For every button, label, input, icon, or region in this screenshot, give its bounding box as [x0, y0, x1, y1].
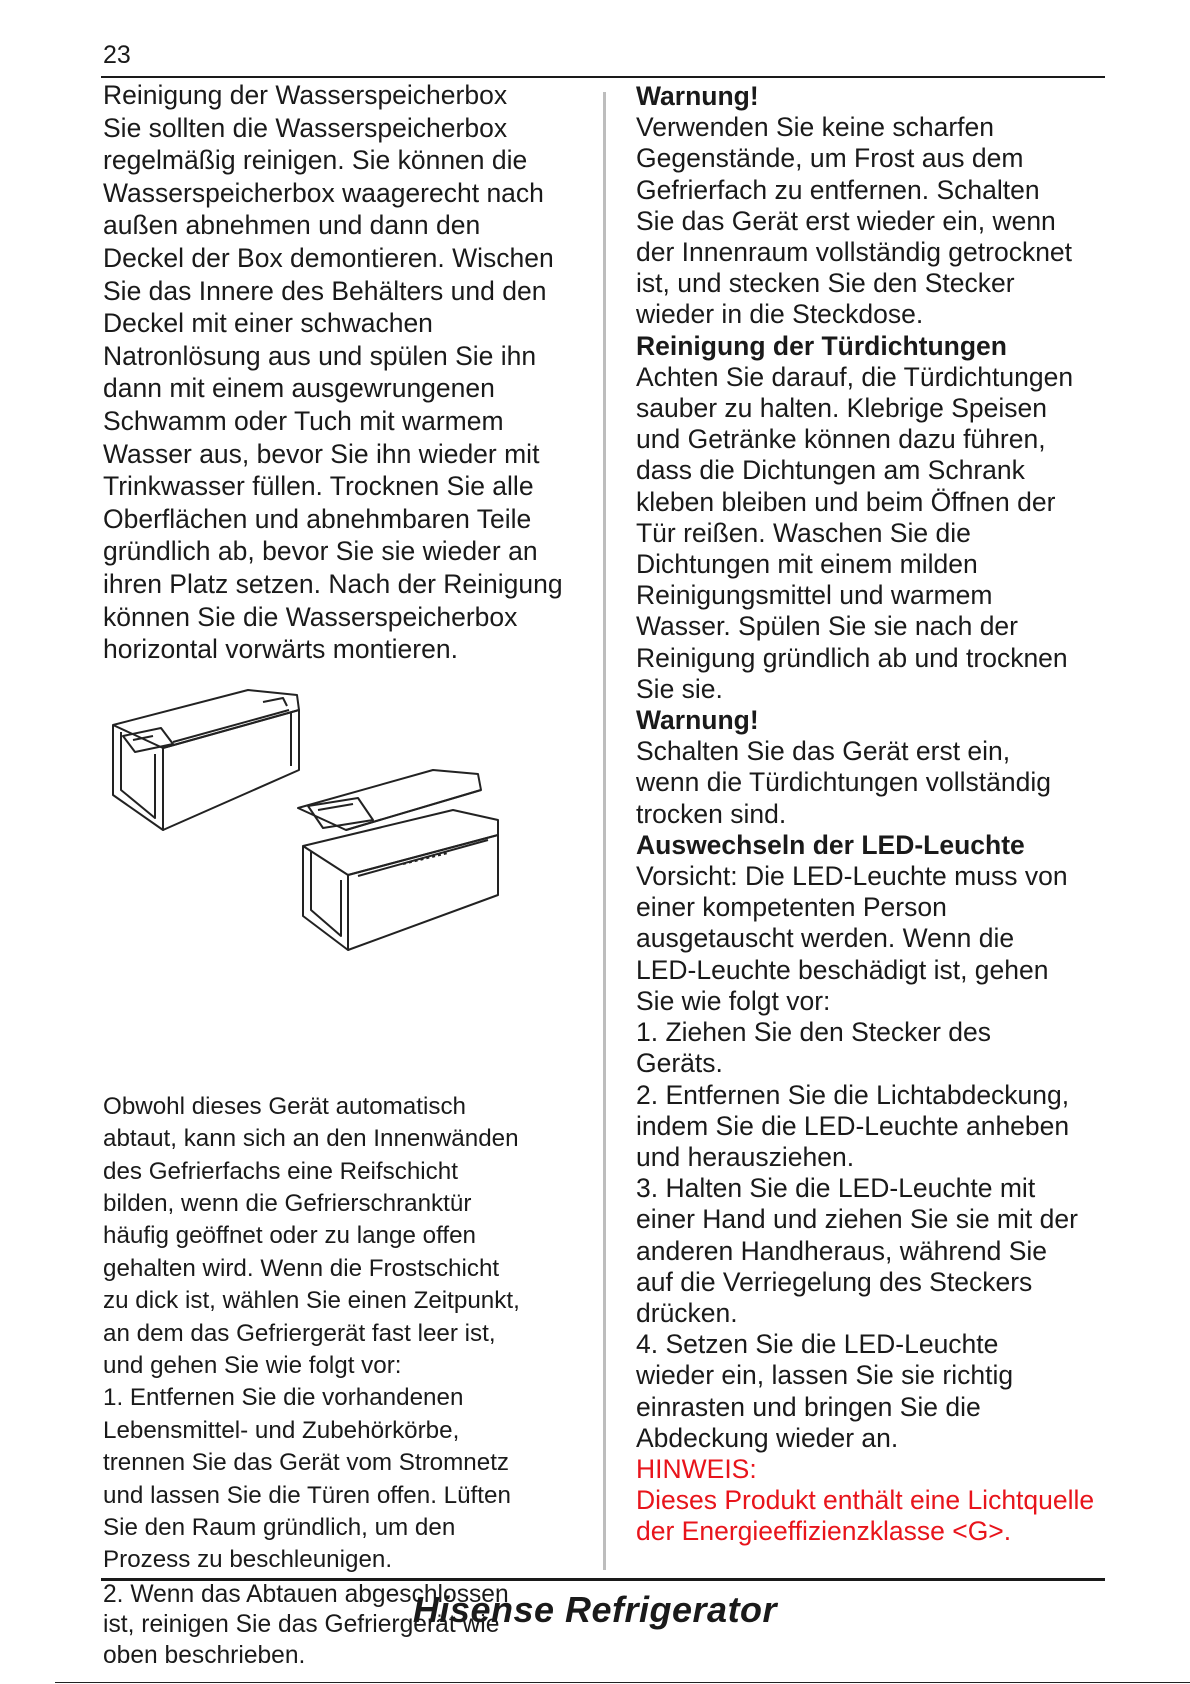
door-seal-cleaning-title: Reinigung der Türdichtungen [636, 330, 1007, 361]
text-line: LED-Leuchte beschädigt ist, gehen [636, 954, 1049, 985]
text-line: und herausziehen. [636, 1141, 855, 1172]
text-line: Trinkwasser füllen. Trocknen Sie alle [103, 471, 534, 502]
text-line: Reinigung gründlich ab und trocknen [636, 642, 1068, 673]
text-line: abtaut, kann sich an den Innenwänden [103, 1125, 519, 1153]
text-line: 4. Setzen Sie die LED-Leuchte [636, 1329, 999, 1360]
text-line: und gehen Sie wie folgt vor: [103, 1351, 402, 1379]
column-divider [603, 92, 606, 1570]
warning-text [636, 112, 1116, 330]
water-box-open [298, 770, 498, 950]
text-line: 2. Entfernen Sie die Lichtabdeckung, [636, 1079, 1070, 1110]
text-line: auf die Verriegelung des Steckers [636, 1266, 1033, 1297]
text-line: Gegenstände, um Frost aus dem [636, 143, 1024, 174]
text-line: gehalten wird. Wenn die Frostschicht [103, 1254, 500, 1282]
text-line: ist, und stecken Sie den Stecker [636, 268, 1015, 299]
text-line: wieder in die Steckdose. [636, 299, 924, 330]
footer-rule [55, 1682, 1190, 1683]
text-line: der Energieeffizienzklasse <G>. [636, 1516, 1012, 1547]
text-line: dass die Dichtungen am Schrank [636, 455, 1025, 486]
text-line: Tür reißen. Waschen Sie die [636, 517, 971, 548]
text-line: ausgetauscht werden. Wenn die [636, 923, 1015, 954]
text-line: des Gefrierfachs eine Reifschicht [103, 1157, 458, 1185]
text-line: Verwenden Sie keine scharfen [636, 112, 994, 143]
text-line: wieder ein, lassen Sie sie richtig [636, 1360, 1014, 1391]
water-box-cleaning-text [103, 79, 603, 666]
text-line: außen abnehmen und dann den [103, 210, 481, 241]
text-line: können Sie die Wasserspeicherbox [103, 601, 518, 632]
water-box-illustration [103, 670, 543, 970]
text-line: 1. Entfernen Sie die vorhandenen [103, 1384, 464, 1412]
text-line: Natronlösung aus und spülen Sie ihn [103, 340, 537, 371]
bottom-rule [101, 1578, 1105, 1581]
text-line: einrasten und bringen Sie die [636, 1391, 981, 1422]
right-column [636, 81, 1116, 1548]
page-number: 23 [103, 41, 131, 69]
door-seal-cleaning-text [636, 362, 1116, 705]
text-line: ist, reinigen Sie das Gefriergerät wie [103, 1611, 500, 1639]
text-line: und lassen Sie die Türen offen. Lüften [103, 1481, 511, 1509]
text-line: einer kompetenten Person [636, 892, 947, 923]
defrost-text [103, 1091, 603, 1577]
water-box-assembled [113, 690, 299, 830]
text-line: kleben bleiben und beim Öffnen der [636, 486, 1056, 517]
text-line: gründlich ab, bevor Sie sie wieder an [103, 536, 538, 567]
text-line: Sie wie folgt vor: [636, 985, 831, 1016]
text-line: einer Hand und ziehen Sie sie mit der [636, 1204, 1078, 1235]
warning-title-2: Warnung! [636, 705, 759, 736]
text-line: an dem das Gefriergerät fast leer ist, [103, 1319, 496, 1347]
text-line: regelmäßig reinigen. Sie können die [103, 145, 528, 176]
text-line: Sie den Raum gründlich, um den [103, 1513, 456, 1541]
text-line: Wasserspeicherbox waagerecht nach [103, 177, 544, 208]
note-title: HINWEIS: [636, 1453, 757, 1484]
brand-footer: Hisense Refrigerator [412, 1589, 778, 1630]
text-line: und Getränke können dazu führen, [636, 424, 1046, 455]
text-line: 1. Ziehen Sie den Stecker des [636, 1017, 992, 1048]
text-line: trennen Sie das Gerät vom Stromnetz [103, 1449, 510, 1477]
warning-title: Warnung! [636, 81, 759, 111]
text-line: 2. Wenn das Abtauen abgeschlossen [103, 1580, 509, 1608]
text-line: horizontal vorwärts montieren. [103, 634, 458, 665]
text-line: Schalten Sie das Gerät erst ein, [636, 736, 1011, 767]
text-line: anderen Handheraus, während Sie [636, 1235, 1048, 1266]
text-line: trocken sind. [636, 798, 787, 829]
text-line: Reinigung der Wasserspeicherbox [103, 80, 508, 110]
text-line: Geräts. [636, 1048, 723, 1079]
text-line: Schwamm oder Tuch mit warmem [103, 405, 504, 436]
text-line: indem Sie die LED-Leuchte anheben [636, 1110, 1070, 1141]
text-line: Obwohl dieses Gerät automatisch [103, 1092, 466, 1120]
text-line: Sie das Gerät erst wieder ein, wenn [636, 205, 1056, 236]
text-line: dann mit einem ausgewrungenen [103, 373, 495, 404]
text-line: ihren Platz setzen. Nach der Reinigung [103, 568, 563, 599]
text-line: drücken. [636, 1297, 738, 1328]
text-line: oben beschrieben. [103, 1641, 306, 1669]
text-line: zu dick ist, wählen Sie einen Zeitpunkt, [103, 1287, 520, 1315]
text-line: der Innenraum vollständig getrocknet [636, 237, 1073, 268]
text-line: bilden, wenn die Gefrierschranktür [103, 1189, 472, 1217]
note-text [636, 1485, 1116, 1547]
warning-text-2 [636, 736, 1116, 830]
text-line: Deckel mit einer schwachen [103, 308, 433, 339]
text-line: Sie sie. [636, 673, 723, 704]
text-line: Sie das Innere des Behälters und den [103, 275, 547, 306]
text-line: Wasser. Spülen Sie sie nach der [636, 611, 1018, 642]
text-line: Vorsicht: Die LED-Leuchte muss von [636, 861, 1068, 892]
text-line: sauber zu halten. Klebrige Speisen [636, 393, 1048, 424]
text-line: 3. Halten Sie die LED-Leuchte mit [636, 1173, 1036, 1204]
text-line: Abdeckung wieder an. [636, 1422, 899, 1453]
text-line: Prozess zu beschleunigen. [103, 1546, 393, 1574]
top-rule [101, 76, 1105, 78]
text-line: Oberflächen und abnehmbaren Teile [103, 503, 532, 534]
text-line: Dieses Produkt enthält eine Lichtquelle [636, 1485, 1095, 1516]
text-line: Sie sollten die Wasserspeicherbox [103, 112, 508, 143]
text-line: Wasser aus, bevor Sie ihn wieder mit [103, 438, 540, 469]
text-line: häufig geöffnet oder zu lange offen [103, 1222, 476, 1250]
text-line: Deckel der Box demontieren. Wischen [103, 242, 554, 273]
led-replacement-text [636, 861, 1116, 1454]
text-line: Dichtungen mit einem milden [636, 549, 978, 580]
text-line: wenn die Türdichtungen vollständig [636, 767, 1051, 798]
text-line: Achten Sie darauf, die Türdichtungen [636, 361, 1074, 392]
text-line: Reinigungsmittel und warmem [636, 580, 993, 611]
text-line: Gefrierfach zu entfernen. Schalten [636, 174, 1040, 205]
text-line: Lebensmittel- und Zubehörkörbe, [103, 1416, 460, 1444]
led-replacement-title: Auswechseln der LED-Leuchte [636, 829, 1025, 860]
